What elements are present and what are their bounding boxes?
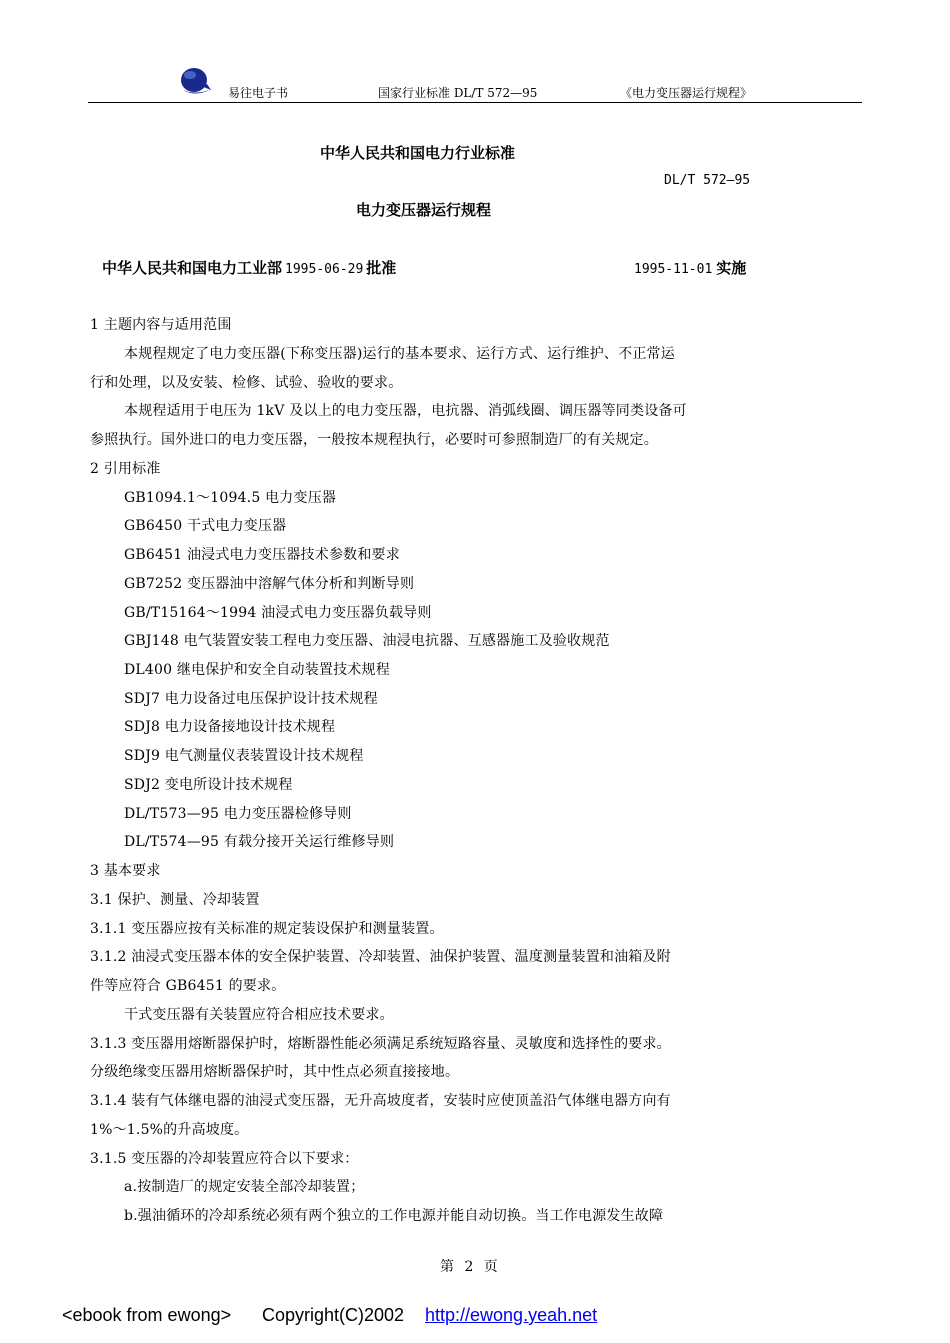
clause-line: 3.1.4 装有气体继电器的油浸式变压器，无升高坡度者，安装时应使顶盖沿气体继电器方向有 [90, 1093, 671, 1109]
clause-line: 3.1.1 变压器应按有关标准的规定装设保护和测量装置。 [90, 921, 444, 937]
footer-link[interactable]: http://ewong.yeah.net [425, 1305, 598, 1325]
reference-item: GB/T15164～1994 油浸式电力变压器负载导则 [124, 605, 432, 621]
standard-code: DL/T 572—95 [664, 173, 751, 188]
approval-line [102, 257, 396, 278]
reference-item: DL/T574—95 有载分接开关运行维修导则 [124, 834, 395, 850]
clause-line: 3.1.3 变压器用熔断器保护时，熔断器性能必须满足系统短路容量、灵敏度和选择性的要求。 [90, 1036, 671, 1052]
section-heading: 1 主题内容与适用范围 [90, 317, 232, 333]
footer-copyright: Copyright(C)2002 [262, 1305, 405, 1325]
reference-item: DL400 继电保护和安全自动装置技术规程 [124, 662, 390, 678]
approval-word: 批准 [366, 259, 397, 277]
header-standard: 国家行业标准 DL/T 572—95 [378, 86, 538, 100]
paragraph-line: 本规程适用于电压为 1kV 及以上的电力变压器，电抗器、消弧线圈、调压器等同类设备可 [124, 403, 687, 419]
clause-line: 分级绝缘变压器用熔断器保护时，其中性点必须直接接地。 [90, 1064, 460, 1080]
paragraph-line: 参照执行。国外进口的电力变压器，一般按本规程执行，必要时可参照制造厂的有关规定。 [90, 432, 658, 448]
effective-line [634, 257, 746, 278]
subsection-heading: 3.1 保护、测量、冷却装置 [90, 892, 260, 908]
section-heading: 3 基本要求 [90, 863, 161, 879]
approval-org: 中华人民共和国电力工业部 [102, 259, 283, 277]
reference-item: SDJ7 电力设备过电压保护设计技术规程 [124, 691, 378, 707]
list-item: b.强油循环的冷却系统必须有两个独立的工作电源并能自动切换。当工作电源发生故障 [124, 1208, 664, 1224]
effective-date: 1995-11-01 [634, 262, 713, 277]
header-book-title: 《电力变压器运行规程》 [620, 86, 753, 100]
reference-item: GB1094.1～1094.5 电力变压器 [124, 490, 337, 506]
approval-date: 1995-06-29 [285, 262, 364, 277]
footer-source: <ebook from ewong> [62, 1305, 232, 1325]
paragraph-line: 行和处理，以及安装、检修、试验、验收的要求。 [90, 375, 403, 391]
header-rule [88, 102, 862, 103]
paragraph-line: 本规程规定了电力变压器(下称变压器)运行的基本要求、运行方式、运行维护、不正常运 [124, 346, 675, 362]
section-heading: 2 引用标准 [90, 461, 161, 477]
document-title: 电力变压器运行规程 [356, 201, 492, 219]
clause-line: 3.1.2 油浸式变压器本体的安全保护装置、冷却装置、油保护装置、温度测量装置和油箱及附 [90, 949, 671, 965]
reference-item: SDJ8 电力设备接地设计技术规程 [124, 719, 336, 735]
header-publisher: 易往电子书 [228, 86, 289, 100]
footer-link-wrap [425, 1305, 597, 1326]
reference-item: GBJ148 电气装置安装工程电力变压器、油浸电抗器、互感器施工及验收规范 [124, 633, 610, 649]
clause-line: 件等应符合 GB6451 的要求。 [90, 978, 286, 994]
reference-item: GB6450 干式电力变压器 [124, 518, 287, 534]
ewong-logo [177, 64, 215, 100]
page-number: 第 2 页 [440, 1259, 498, 1275]
reference-item: DL/T573—95 电力变压器检修导则 [124, 806, 352, 822]
clause-line: 3.1.5 变压器的冷却装置应符合以下要求： [90, 1151, 359, 1167]
clause-line: 1%～1.5%的升高坡度。 [90, 1122, 249, 1138]
list-item: a.按制造厂的规定安装全部冷却装置； [124, 1179, 365, 1195]
org-title: 中华人民共和国电力行业标准 [320, 144, 516, 162]
effective-word: 实施 [716, 259, 747, 277]
reference-item: GB7252 变压器油中溶解气体分析和判断导则 [124, 576, 415, 592]
reference-item: GB6451 油浸式电力变压器技术参数和要求 [124, 547, 400, 563]
clause-line: 干式变压器有关装置应符合相应技术要求。 [124, 1007, 394, 1023]
reference-item: SDJ2 变电所设计技术规程 [124, 777, 293, 793]
reference-item: SDJ9 电气测量仪表装置设计技术规程 [124, 748, 364, 764]
